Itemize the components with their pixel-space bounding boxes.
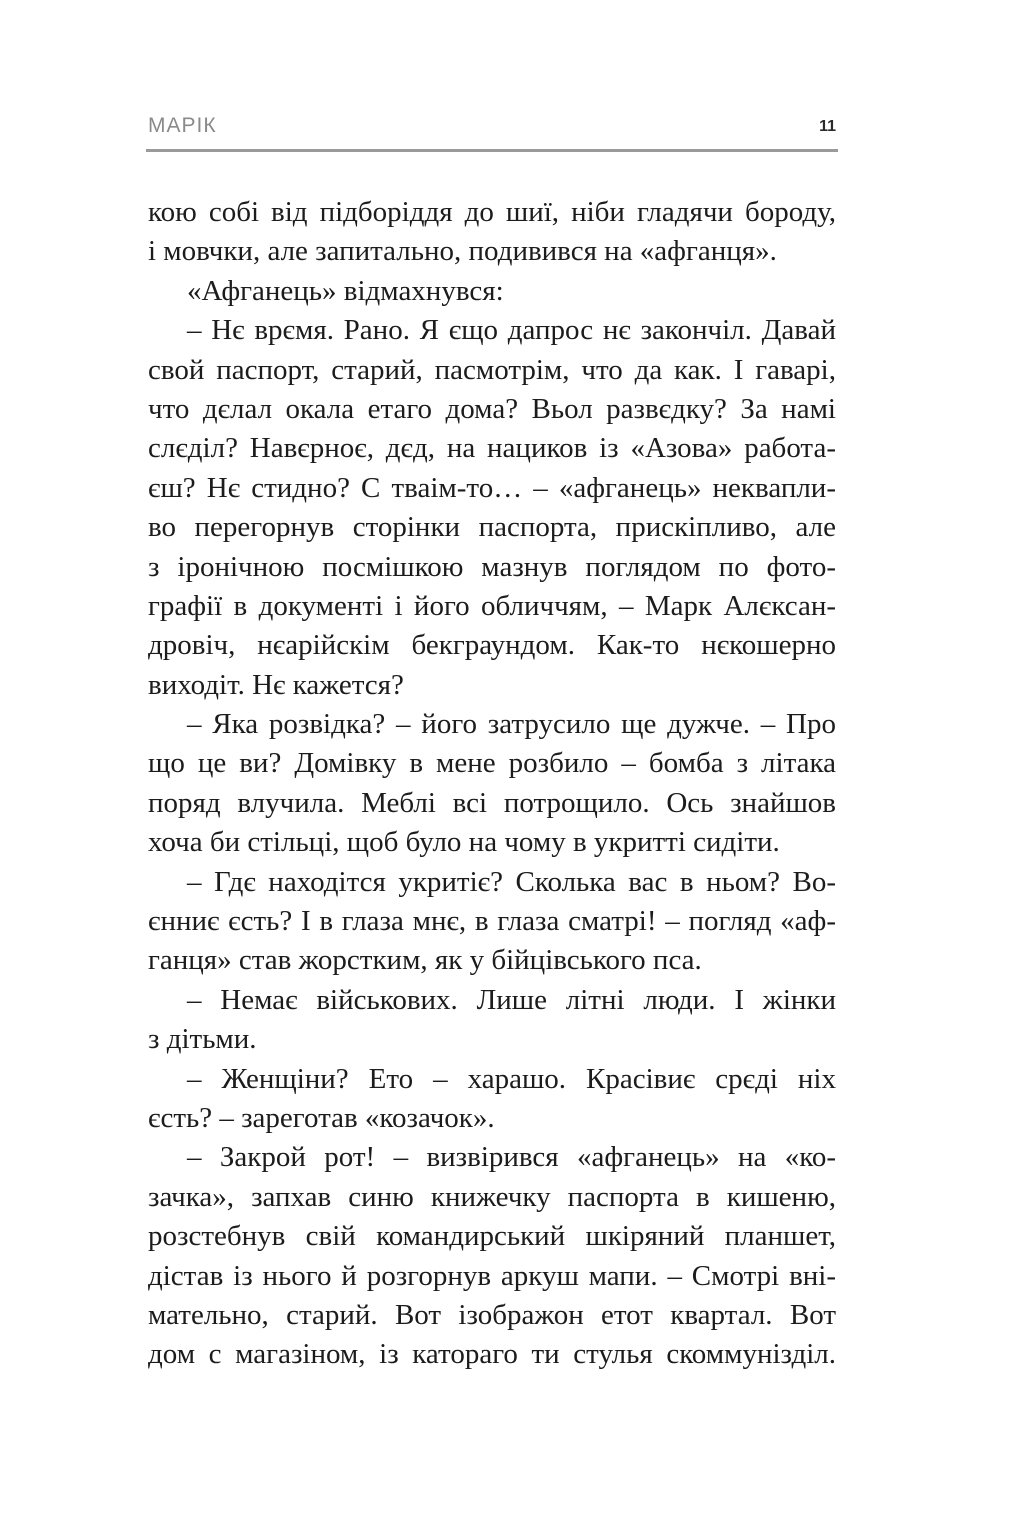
text-line: що це ви? Домівку в мене розбило – бомба з літака: [148, 747, 836, 780]
text-line: і мовчки, але запитально, подивився на «афганця».: [148, 235, 777, 268]
page-number: 11: [819, 118, 836, 135]
text-line: дістав із нього й розгорнув аркуш мапи. – Смотрі вні-: [148, 1259, 836, 1292]
body-text: [148, 193, 836, 1375]
text-line: во перегорнув сторінки паспорта, прискіпливо, але: [148, 511, 836, 544]
text-line: хоча би стільці, щоб було на чому в укритті сидіти.: [148, 826, 780, 859]
text-line: з іронічною посмішкою мазнув поглядом по фото-: [148, 550, 836, 583]
text-line: дом с магазіном, із катораго ти стулья скоммунізділ.: [148, 1338, 836, 1371]
text-line: «Афганець» відмахнувся:: [187, 274, 504, 307]
text-line: мательно, старий. Вот ізображон етот квартал. Вот: [148, 1298, 836, 1331]
text-line: – Нє врємя. Рано. Я єщо дапрос нє закончіл. Давай: [187, 314, 836, 347]
text-line: дровіч, нєарійскім бекграундом. Как-то нєкошерно: [148, 629, 836, 662]
text-line: графії в документі і його обличчям, – Марк Алєксан-: [148, 589, 836, 622]
text-line: ганця» став жорстким, як у бійцівського пса.: [148, 944, 702, 977]
running-title: МАРІК: [148, 114, 217, 137]
text-line: – Яка розвідка? – його затрусило ще дужче. – Про: [187, 708, 836, 741]
text-line: розстебнув свій командирський шкіряний планшет,: [148, 1220, 836, 1253]
text-line: єш? Нє стидно? С тваім-то… – «афганець» неквапли-: [148, 471, 836, 504]
text-line: поряд влучила. Меблі всі потрощило. Ось знайшов: [148, 786, 836, 819]
header-divider: [146, 149, 838, 152]
text-line: – Женщіни? Ето – харашо. Красівиє срєді ніх: [187, 1062, 836, 1095]
text-line: – Гдє находітся укритіє? Сколька вас в ньом? Во-: [187, 865, 836, 898]
text-line: з дітьми.: [148, 1023, 257, 1056]
text-line: слєділ? Навєрноє, дєд, на нациков із «Азова» работа-: [148, 432, 836, 465]
text-line: – Немає військових. Лише літні люди. І жінки: [187, 983, 836, 1016]
text-line: виходіт. Нє кажется?: [148, 668, 404, 701]
text-line: єнниє єсть? І в глаза мнє, в глаза сматрі! – погляд «аф-: [148, 905, 836, 938]
text-line: зачка», запхав синю книжечку паспорта в кишеню,: [148, 1180, 836, 1213]
text-line: свой паспорт, старий, пасмотрім, что да как. І гаварі,: [148, 353, 836, 386]
text-line: – Закрой рот! – визвірився «афганець» на «ко-: [187, 1141, 836, 1174]
running-head: [148, 114, 838, 140]
text-line: что дєлал окала етаго дома? Вьол развєдку? За намі: [148, 392, 836, 425]
text-line: єсть? – зареготав «козачок».: [148, 1101, 495, 1134]
text-line: кою собі від підборіддя до шиї, ніби гладячи бороду,: [148, 196, 836, 228]
